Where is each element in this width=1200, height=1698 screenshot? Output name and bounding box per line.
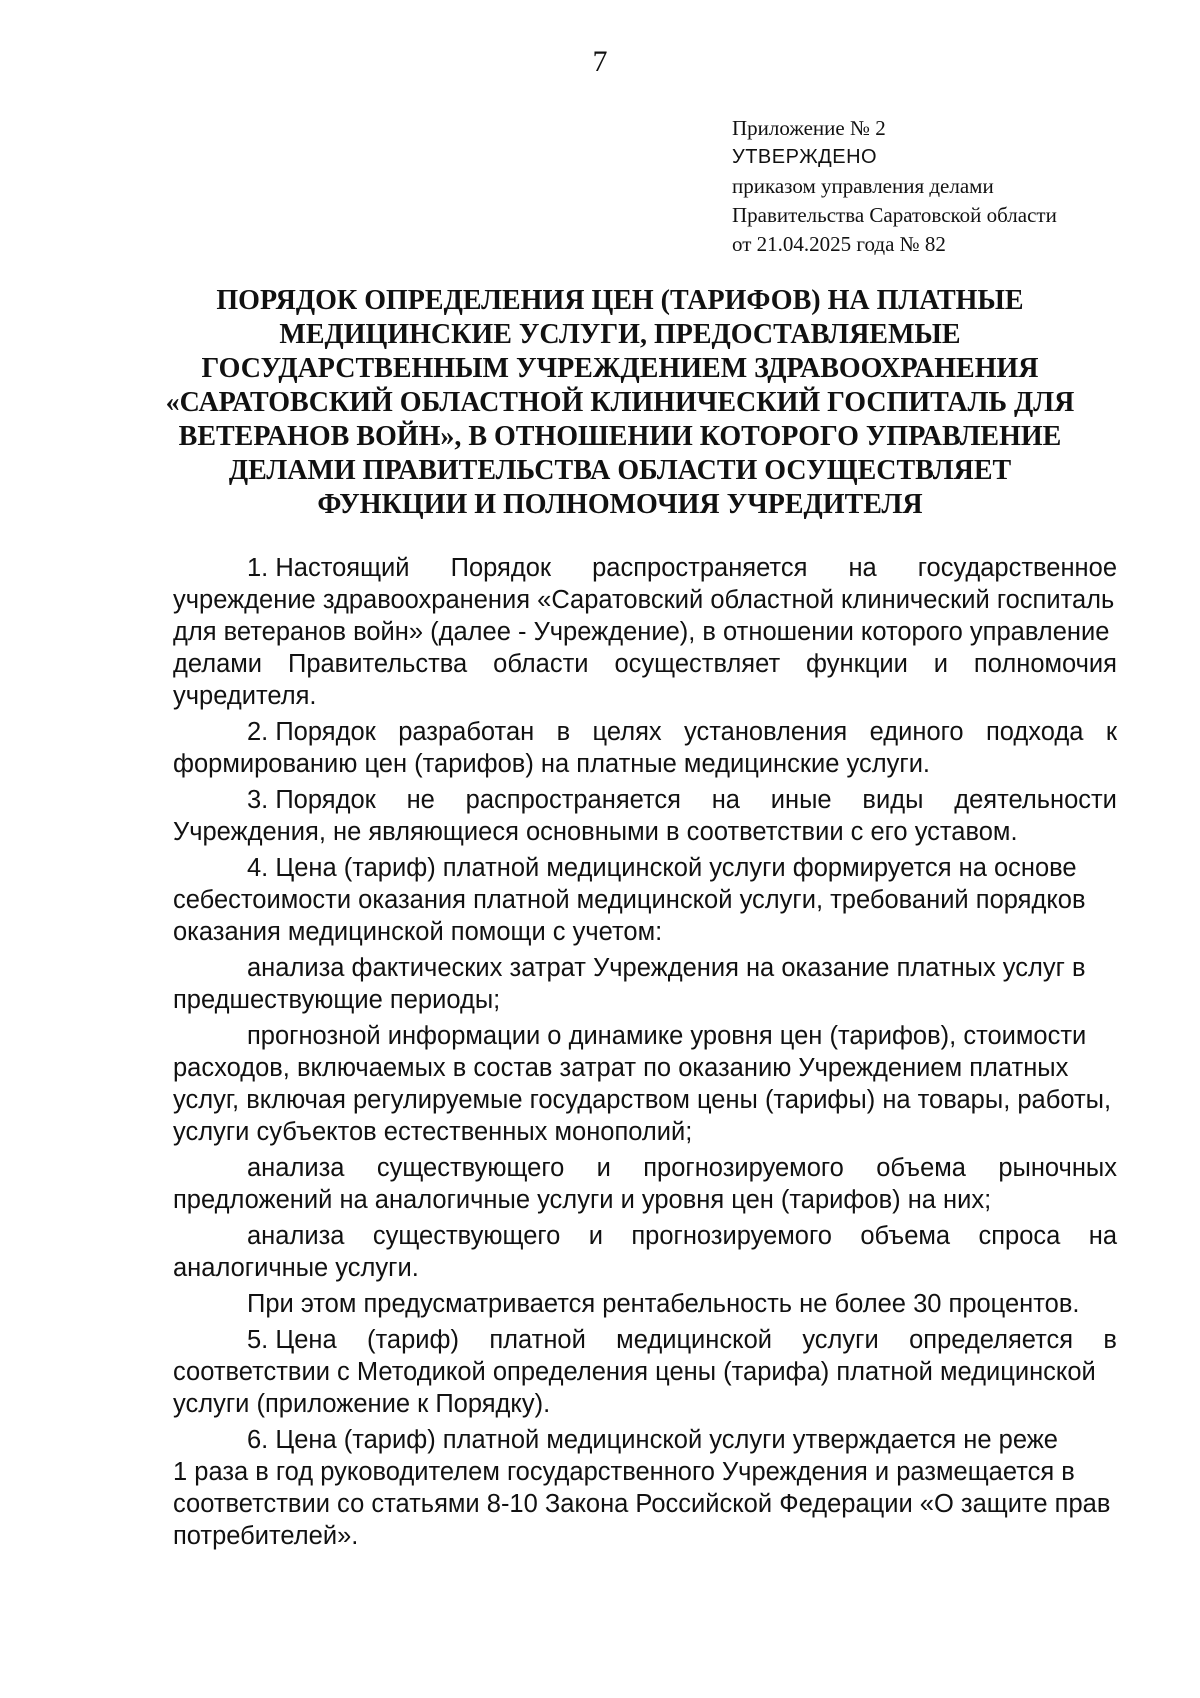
text-line: услуги субъектов естественных монополий; [173,1118,693,1146]
title-line: ФУНКЦИИ И ПОЛНОМОЧИЯ УЧРЕДИТЕЛЯ [317,489,923,520]
justified-line: 3. Порядок не распространяется на иные виды деятельности [247,786,1117,814]
document-body [173,552,1117,1552]
approved-label: УТВЕРЖДЕНО [732,146,878,168]
order-date-number: от 21.04.2025 года № 82 [732,232,946,256]
text-line: 1 раза в год руководителем государственного Учреждения и размещается в [173,1458,1075,1486]
text-line: анализа фактических затрат Учреждения на оказание платных услуг в [247,954,1086,982]
text-line: потребителей». [173,1522,359,1550]
title-line: ВЕТЕРАНОВ ВОЙН», В ОТНОШЕНИИ КОТОРОГО УПРАВЛЕНИЕ [178,421,1062,452]
title-line: ГОСУДАРСТВЕННЫМ УЧРЕЖДЕНИЕМ ЗДРАВООХРАНЕНИЯ [201,353,1039,384]
text-line: для ветеранов войн» (далее - Учреждение), в отношении которого управление [173,618,1110,646]
text-line: соответствии с Методикой определения цены (тарифа) платной медицинской [173,1358,1096,1386]
approval-block [732,114,1172,259]
text-line: соответствии со статьями 8-10 Закона Российской Федерации «О защите прав [173,1490,1111,1518]
justified-line: делами Правительства области осуществляет функции и полномочия [173,650,1117,678]
text-line: аналогичные услуги. [173,1254,419,1282]
justified-line: 5. Цена (тариф) платной медицинской услуги определяется в [247,1326,1117,1354]
order-issuer-line-2: Правительства Саратовской области [732,203,1057,227]
justified-line: 1. Настоящий Порядок распространяется на государственное [247,554,1117,582]
paragraph-5 [173,1324,1117,1420]
paragraph-4-item-a [173,952,1117,1016]
text-line: предшествующие периоды; [173,986,501,1014]
title-line: ДЕЛАМИ ПРАВИТЕЛЬСТВА ОБЛАСТИ ОСУЩЕСТВЛЯЕТ [228,455,1012,486]
appendix-number: Приложение № 2 [732,116,886,140]
text-line: формированию цен (тарифов) на платные медицинские услуги. [173,750,931,778]
page-number: 7 [592,45,608,78]
text-line: услуги (приложение к Порядку). [173,1390,551,1418]
text-line: прогнозной информации о динамике уровня цен (тарифов), стоимости [247,1022,1087,1050]
text-line: 6. Цена (тариф) платной медицинской услуги утверждается не реже [247,1426,1058,1454]
paragraph-6 [173,1424,1117,1552]
paragraph-4-item-b [173,1020,1117,1148]
paragraph-4-item-d [173,1220,1117,1284]
paragraph-2 [173,716,1117,780]
paragraph-1 [173,552,1117,712]
text-line: расходов, включаемых в состав затрат по оказанию Учреждением платных [173,1054,1069,1082]
title-line: ПОРЯДОК ОПРЕДЕЛЕНИЯ ЦЕН (ТАРИФОВ) НА ПЛАТНЫЕ [216,285,1024,316]
title-line: «САРАТОВСКИЙ ОБЛАСТНОЙ КЛИНИЧЕСКИЙ ГОСПИТАЛЬ ДЛЯ [165,387,1075,418]
text-line: учреждение здравоохранения «Саратовский областной клинический госпиталь [173,586,1115,614]
document-title [150,284,1090,522]
text-line: оказания медицинской помощи с учетом: [173,918,663,946]
justified-line: анализа существующего и прогнозируемого объема рыночных [247,1154,1117,1182]
profitability-line: При этом предусматривается рентабельность не более 30 процентов. [247,1290,1080,1318]
title-line: МЕДИЦИНСКИЕ УСЛУГИ, ПРЕДОСТАВЛЯЕМЫЕ [279,319,961,350]
paragraph-3 [173,784,1117,848]
order-issuer-line: приказом управления делами [732,174,994,198]
text-line: себестоимости оказания платной медицинской услуги, требований порядков [173,886,1086,914]
paragraph-4 [173,852,1117,948]
text-line: 4. Цена (тариф) платной медицинской услуги формируется на основе [247,854,1077,882]
justified-line: анализа существующего и прогнозируемого объема спроса на [247,1222,1117,1250]
paragraph-4-item-c [173,1152,1117,1216]
text-line: услуг, включая регулируемые государством цены (тарифы) на товары, работы, [173,1086,1112,1114]
text-line: Учреждения, не являющиеся основными в соответствии с его уставом. [173,818,1018,846]
justified-line: 2. Порядок разработан в целях установления единого подхода к [247,718,1117,746]
text-line: учредителя. [173,682,317,710]
text-line: предложений на аналогичные услуги и уровня цен (тарифов) на них; [173,1186,992,1214]
